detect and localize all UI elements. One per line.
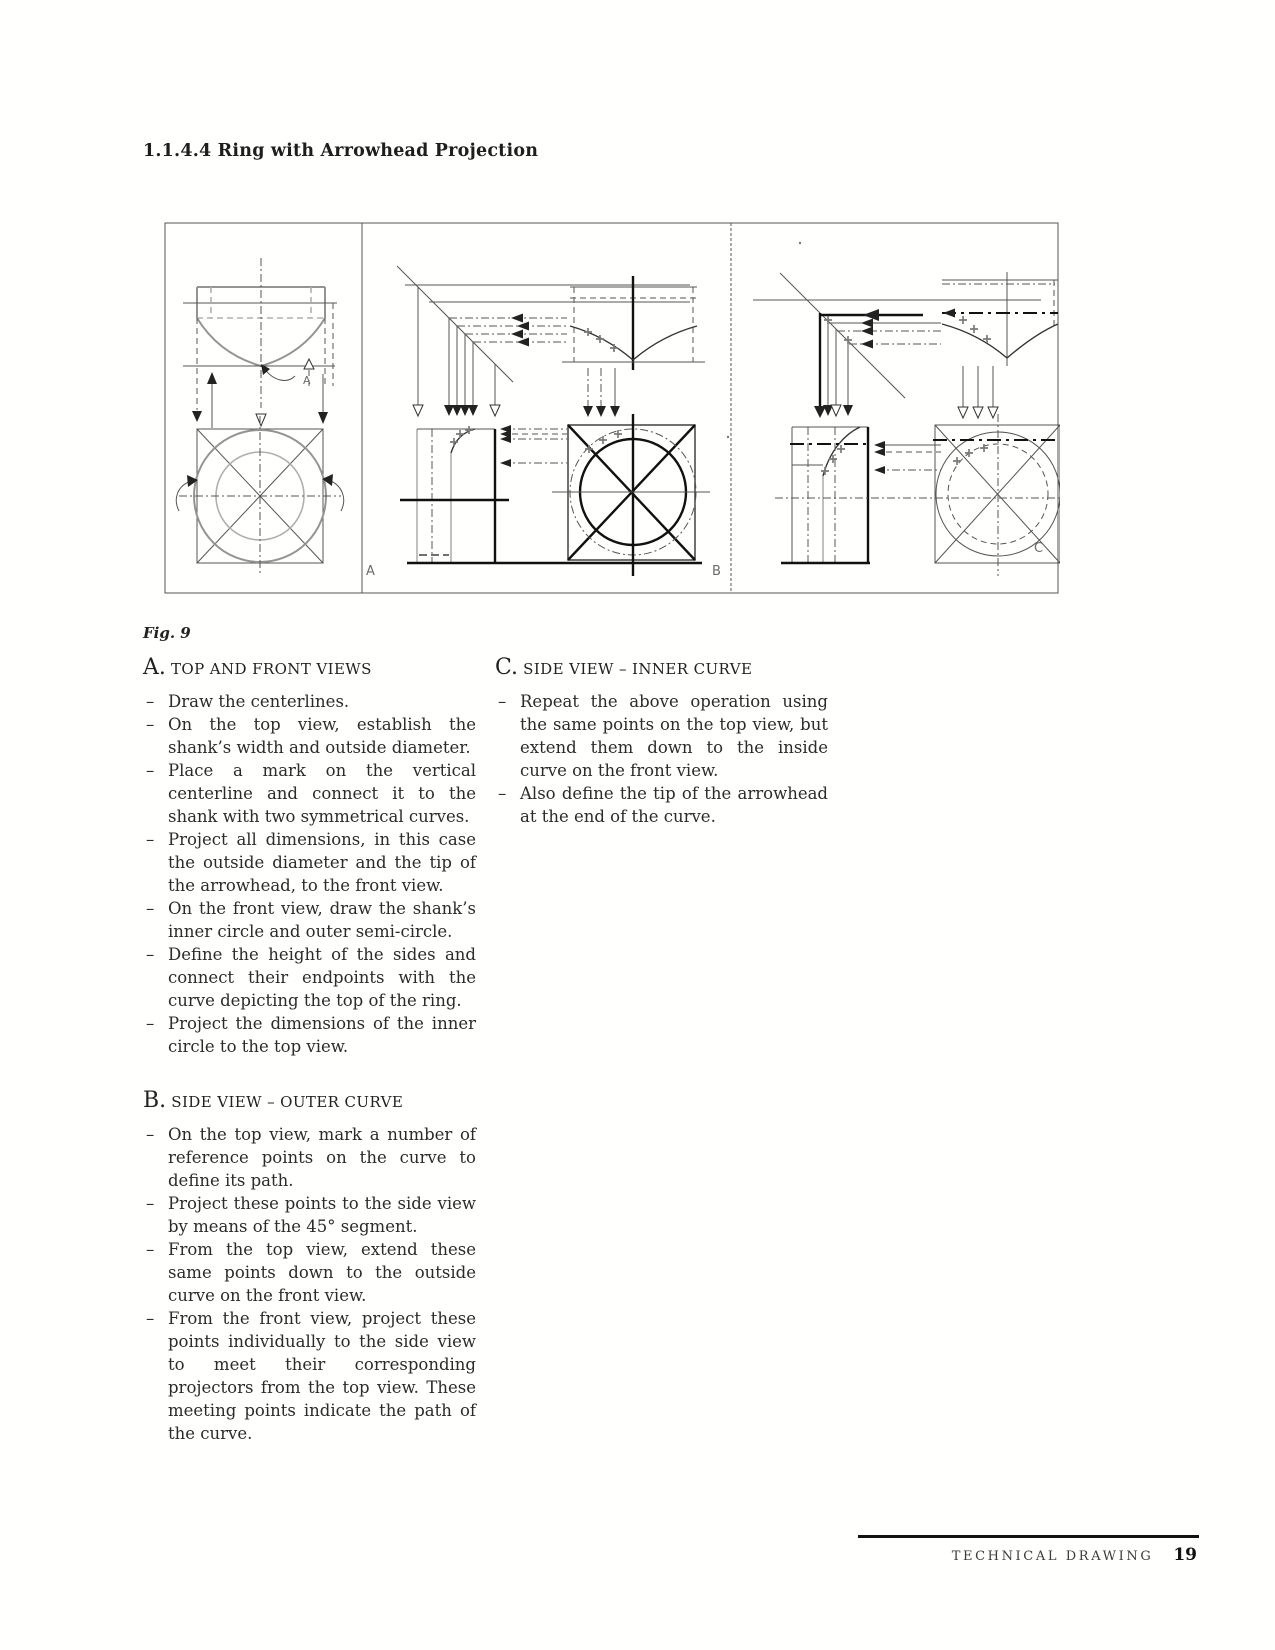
figure-panel-c xyxy=(727,242,1060,576)
section-heading-text: SIDE VIEW – INNER CURVE xyxy=(523,660,753,678)
section-c-list xyxy=(495,690,828,828)
instruction-item: – Define the height of the sides and connect their endpoints with the curve depicting the top of the ring. xyxy=(146,945,476,1010)
figure-panel-a xyxy=(176,258,375,579)
figure-panel-b xyxy=(397,266,721,579)
instruction-item: – Repeat the above operation using the same points on the top view, but extend them down to the inside curve on the front view. xyxy=(498,692,828,780)
top-to-side-arrows xyxy=(874,441,941,474)
side-view xyxy=(400,426,509,563)
page-footer xyxy=(858,1535,1199,1565)
instruction-item: – On the front view, draw the shank’s inner circle and outer semi-circle. xyxy=(146,899,476,941)
panel-a-label: A xyxy=(366,564,375,579)
instruction-item: – On the top view, mark a number of reference points on the curve to define its path. xyxy=(146,1125,476,1190)
instruction-item: – From the top view, extend these same points down to the outside curve on the front view. xyxy=(146,1240,476,1305)
section-letter: C. xyxy=(495,655,519,680)
panel-c-label: C xyxy=(1034,541,1044,556)
section-a-list xyxy=(143,690,476,1058)
front-view-label: A xyxy=(303,374,311,387)
front-view xyxy=(562,276,705,417)
mitre-line-projections xyxy=(397,266,690,416)
section-b-heading xyxy=(143,1088,476,1113)
top-view xyxy=(552,414,710,576)
figure xyxy=(157,218,1060,594)
instruction-item: – From the front view, project these points individually to the side view to meet their corresponding projectors from the top view. These meeting points indicate the path of the curve. xyxy=(146,1309,476,1443)
section-letter: A. xyxy=(143,655,166,680)
section-letter: B. xyxy=(143,1088,167,1113)
instruction-item: – Draw the centerlines. xyxy=(146,692,350,711)
speck xyxy=(727,436,729,438)
front-view xyxy=(942,272,1058,418)
instruction-item: – On the top view, establish the shank’s width and outside diameter. xyxy=(146,715,476,757)
top-to-side-arrows xyxy=(500,425,567,467)
section-title: 1.1.4.4 Ring with Arrowhead Projection xyxy=(143,141,539,161)
speck xyxy=(799,242,801,244)
top-view xyxy=(176,416,343,576)
side-view xyxy=(790,427,870,563)
instruction-item: – Project the dimensions of the inner circle to the top view. xyxy=(146,1014,476,1056)
instruction-item: – Project these points to the side view by means of the 45° segment. xyxy=(146,1194,476,1236)
mitre-line-projections xyxy=(753,273,1041,418)
section-heading-text: SIDE VIEW – OUTER CURVE xyxy=(171,1093,404,1111)
column-right xyxy=(495,655,828,858)
instruction-item: – Project all dimensions, in this case the outside diameter and the tip of the arrowhead, to the front view. xyxy=(146,830,476,895)
figure-drawing xyxy=(157,218,1060,594)
section-b-list xyxy=(143,1123,476,1445)
panel-b-label: B xyxy=(712,564,721,579)
page-number: 19 xyxy=(1173,1545,1197,1565)
column-left xyxy=(143,655,476,1475)
running-title: TECHNICAL DRAWING xyxy=(951,1549,1154,1564)
section-a-heading xyxy=(143,655,476,680)
front-view xyxy=(183,258,337,410)
section-heading-text: TOP AND FRONT VIEWS xyxy=(170,660,372,678)
figure-caption: Fig. 9 xyxy=(143,624,191,642)
section-c-heading xyxy=(495,655,828,680)
instruction-item: – Also define the tip of the arrowhead at the end of the curve. xyxy=(498,784,828,826)
instruction-item: – Place a mark on the vertical centerline and connect it to the shank with two symmetrical curves. xyxy=(146,761,476,826)
